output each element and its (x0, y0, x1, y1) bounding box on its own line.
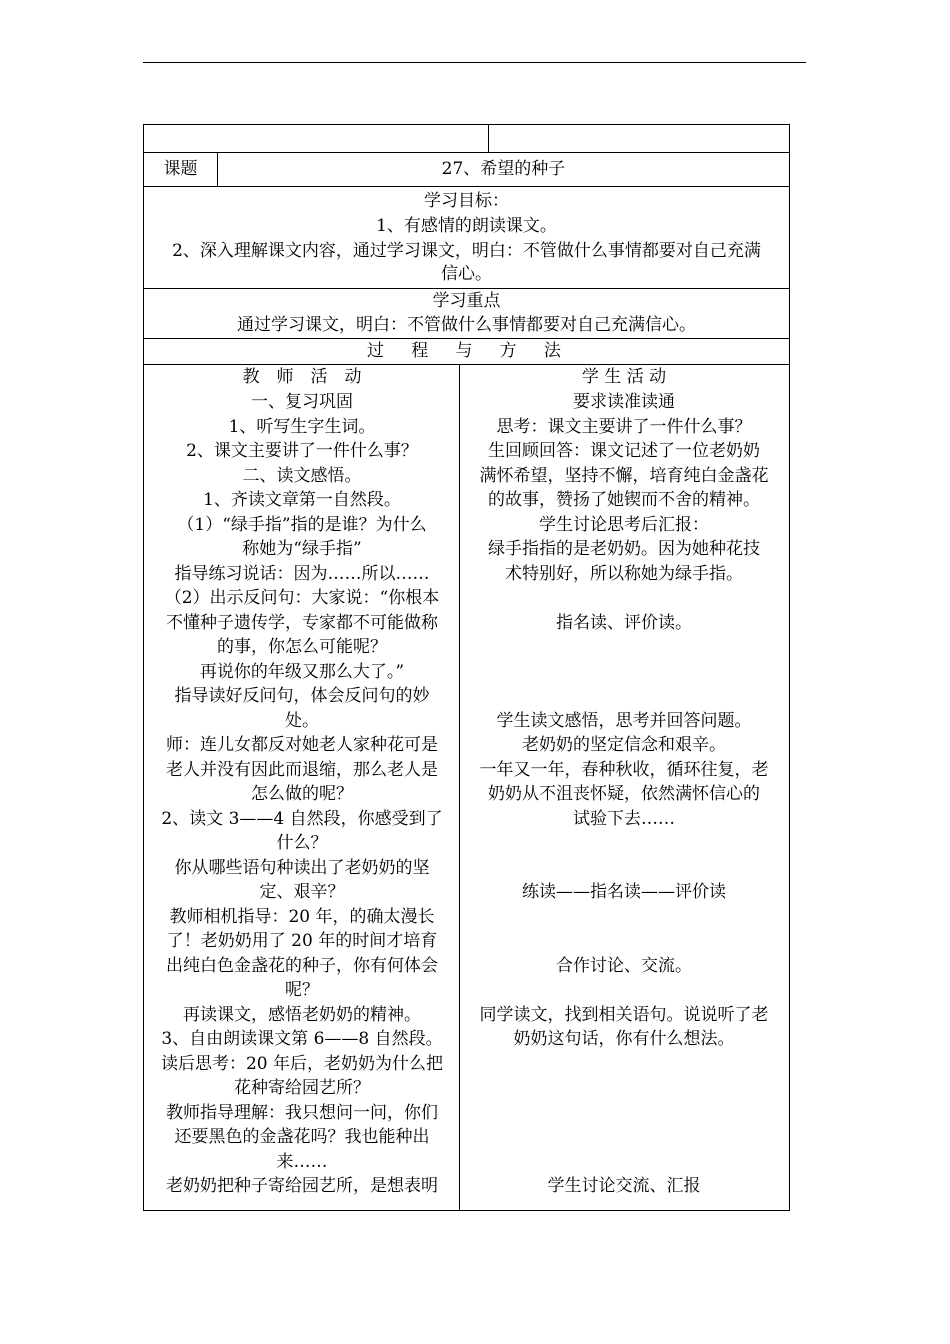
goal-item-2-cont: 信心。 (441, 264, 492, 284)
teacher-line: 老人并没有因此而退缩，那么老人是 (166, 759, 438, 780)
teacher-line: 老奶奶把种子寄给园艺所，是想表明 (166, 1176, 438, 1196)
student-activity-list (466, 390, 782, 1199)
student-line (466, 1076, 782, 1101)
teacher-line: （2）出示反问句：大家说：“你根本 (164, 588, 440, 608)
row-divider (143, 152, 790, 153)
topic-title: 27、希望的种子 (441, 159, 566, 179)
student-line: 奶奶从不沮丧怀疑，依然满怀信心的 (488, 784, 760, 804)
teacher-line: 呢？ (285, 980, 319, 1000)
goals-heading: 学习目标： (424, 191, 509, 211)
teacher-line: 处。 (285, 710, 319, 731)
teacher-line: 再读课文，感悟老奶奶的精神。 (183, 1004, 421, 1025)
teacher-line: 1、听写生字生词。 (228, 416, 376, 437)
process-heading: 过 程 与 方 法 (367, 341, 566, 361)
student-line: 试验下去…… (573, 808, 675, 829)
teacher-line: 再说你的年级又那么大了。” (199, 661, 405, 682)
student-line: 要求读准读通 (573, 392, 675, 412)
teacher-line: 3、自由朗读课文第 6——8 自然段。 (161, 1029, 443, 1049)
student-line: 绿手指指的是老奶奶。因为她种花技 (488, 539, 760, 559)
student-line: 思考：课文主要讲了一件什么事？ (496, 416, 752, 437)
student-line (466, 1052, 782, 1077)
student-activity-heading: 学 生 活 动 (581, 367, 667, 387)
top-rule (143, 62, 806, 63)
teacher-line: 怎么做的呢？ (251, 784, 353, 804)
student-line: 生回顾回答：课文记述了一位老奶奶 (488, 441, 760, 461)
teacher-line: 出纯白色金盏花的种子，你有何体会 (166, 955, 438, 976)
goal-item-1: 1、有感情的朗读课文。 (376, 216, 557, 236)
teacher-activity-list (150, 390, 454, 1199)
activity-column-divider (459, 364, 460, 1211)
teacher-line: 2、课文主要讲了一件什么事？ (186, 441, 418, 461)
topic-label: 课题 (163, 159, 198, 179)
teacher-line: 指导练习说话：因为……所以…… (174, 563, 430, 584)
student-line: 老奶奶的坚定信念和艰辛。 (522, 735, 726, 755)
student-line: 学生讨论思考后汇报： (539, 514, 709, 535)
teacher-line: 来…… (276, 1151, 328, 1172)
teacher-line: 你从哪些语句种读出了老奶奶的坚 (174, 857, 430, 878)
teacher-line: 教师相机指导：20 年，的确太漫长 (169, 906, 435, 927)
student-line: 同学读文，找到相关语句。说说听了老 (479, 1004, 769, 1025)
student-line (466, 1101, 782, 1126)
teacher-line: 一、复习巩固 (251, 392, 353, 412)
key-point-heading: 学习重点 (432, 291, 501, 311)
student-line (466, 856, 782, 881)
header-row-right-cell (489, 125, 789, 152)
student-line: 学生读文感悟，思考并回答问题。 (496, 710, 752, 731)
student-line (466, 831, 782, 856)
row-divider (143, 186, 790, 187)
teacher-line: 还要黑色的金盏花吗？我也能种出 (174, 1127, 430, 1147)
teacher-line: 二、读文感悟。 (242, 465, 362, 486)
header-row-left-cell (144, 125, 488, 152)
teacher-activity-heading: 教 师 活 动 (242, 367, 362, 387)
student-line: 学生讨论交流、汇报 (547, 1176, 701, 1196)
student-line (466, 586, 782, 611)
student-line (466, 929, 782, 954)
teacher-line: 教师指导理解：我只想问一问，你们 (166, 1102, 438, 1123)
student-line (466, 905, 782, 930)
student-line (466, 684, 782, 709)
student-line: 练读——指名读——评价读 (522, 882, 726, 902)
teacher-line: 了！老奶奶用了 20 年的时间才培育 (166, 931, 438, 951)
teacher-line: 花种寄给园艺所？ (234, 1078, 370, 1098)
student-line: 术特别好，所以称她为绿手指。 (505, 563, 743, 584)
student-line (466, 1150, 782, 1175)
teacher-line: 读后思考：20 年后，老奶奶为什么把 (160, 1053, 444, 1074)
teacher-line: 指导读好反问句，体会反问句的妙 (174, 686, 430, 706)
teacher-line: 不懂种子遗传学，专家都不可能做称 (166, 612, 438, 633)
teacher-line: 定、艰辛？ (259, 882, 345, 902)
student-line (466, 635, 782, 660)
student-line: 合作讨论、交流。 (556, 955, 692, 976)
goal-item-2: 2、深入理解课文内容，通过学习课文，明白：不管做什么事情都要对自己充满 (172, 241, 761, 261)
student-line: 一年又一年，春种秋收，循环往复，老 (479, 759, 769, 780)
student-line (466, 660, 782, 685)
student-line: 指名读、评价读。 (556, 612, 692, 633)
student-line (466, 1125, 782, 1150)
student-line: 满怀希望，坚持不懈，培育纯白金盏花 (479, 465, 769, 486)
teacher-line: （1）“绿手指”指的是谁？为什么 (177, 514, 427, 535)
student-line (466, 978, 782, 1003)
student-line: 的故事，赞扬了她锲而不舍的精神。 (488, 490, 760, 510)
teacher-line: 师：连儿女都反对她老人家种花可是 (166, 735, 438, 755)
teacher-line: 什么？ (276, 833, 328, 853)
key-point-text: 通过学习课文，明白：不管做什么事情都要对自己充满信心。 (237, 315, 696, 335)
teacher-line: 1、齐读文章第一自然段。 (203, 490, 401, 510)
teacher-line: 的事，你怎么可能呢？ (217, 637, 387, 657)
teacher-line: 称她为“绿手指” (242, 539, 362, 559)
student-line: 奶奶这句话，你有什么想法。 (513, 1029, 735, 1049)
teacher-line: 2、读文 3——4 自然段，你感受到了 (161, 808, 443, 829)
